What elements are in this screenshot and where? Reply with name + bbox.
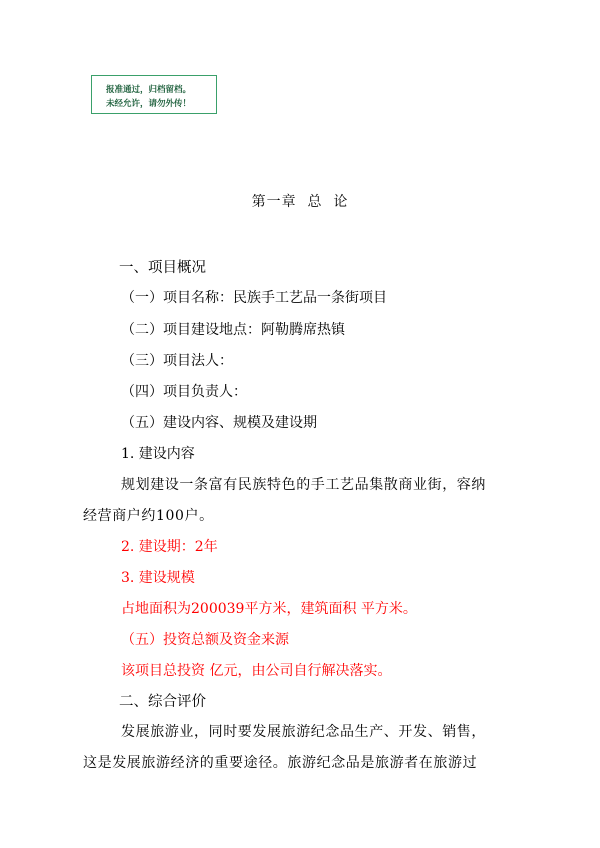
paragraph-construction-line-2: 经营商户约100户。 — [83, 508, 214, 524]
stamp-line-1: 报准通过，归档留档。 — [106, 85, 192, 95]
stamp-line-2: 未经允许，请勿外传！ — [106, 99, 192, 109]
confidential-stamp — [91, 75, 217, 114]
paragraph-evaluation-line-2: 这是发展旅游经济的重要途径。旅游纪念品是旅游者在旅游过 — [83, 755, 478, 771]
sub-heading-construction-period: 2. 建设期：2年 — [121, 539, 218, 555]
item-construction-scope: （五）建设内容、规模及建设期 — [121, 415, 317, 431]
item-project-lead: （四）项目负责人： — [121, 384, 247, 400]
item-project-location: （二）项目建设地点：阿勒腾席热镇 — [121, 322, 345, 338]
sub-heading-construction-scale: 3. 建设规模 — [121, 570, 195, 586]
paragraph-construction-scale: 占地面积为200039平方米，建筑面积 平方米。 — [121, 601, 417, 617]
sub-heading-investment: （五）投资总额及资金来源 — [121, 632, 289, 648]
item-legal-person: （三）项目法人： — [121, 353, 233, 369]
chapter-title: 第一章 总 论 — [251, 194, 349, 210]
paragraph-construction-line-1: 规划建设一条富有民族特色的手工艺品集散商业街，容纳 — [121, 477, 486, 493]
paragraph-evaluation-line-1: 发展旅游业，同时要发展旅游纪念品生产、开发、销售， — [121, 724, 486, 740]
section-2-heading: 二、综合评价 — [119, 694, 206, 710]
section-1-heading: 一、项目概况 — [119, 260, 206, 276]
paragraph-investment: 该项目总投资 亿元，由公司自行解决落实。 — [121, 663, 392, 679]
item-project-name: （一）项目名称：民族手工艺品一条街项目 — [121, 290, 387, 306]
sub-heading-construction-content: 1. 建设内容 — [121, 446, 195, 462]
